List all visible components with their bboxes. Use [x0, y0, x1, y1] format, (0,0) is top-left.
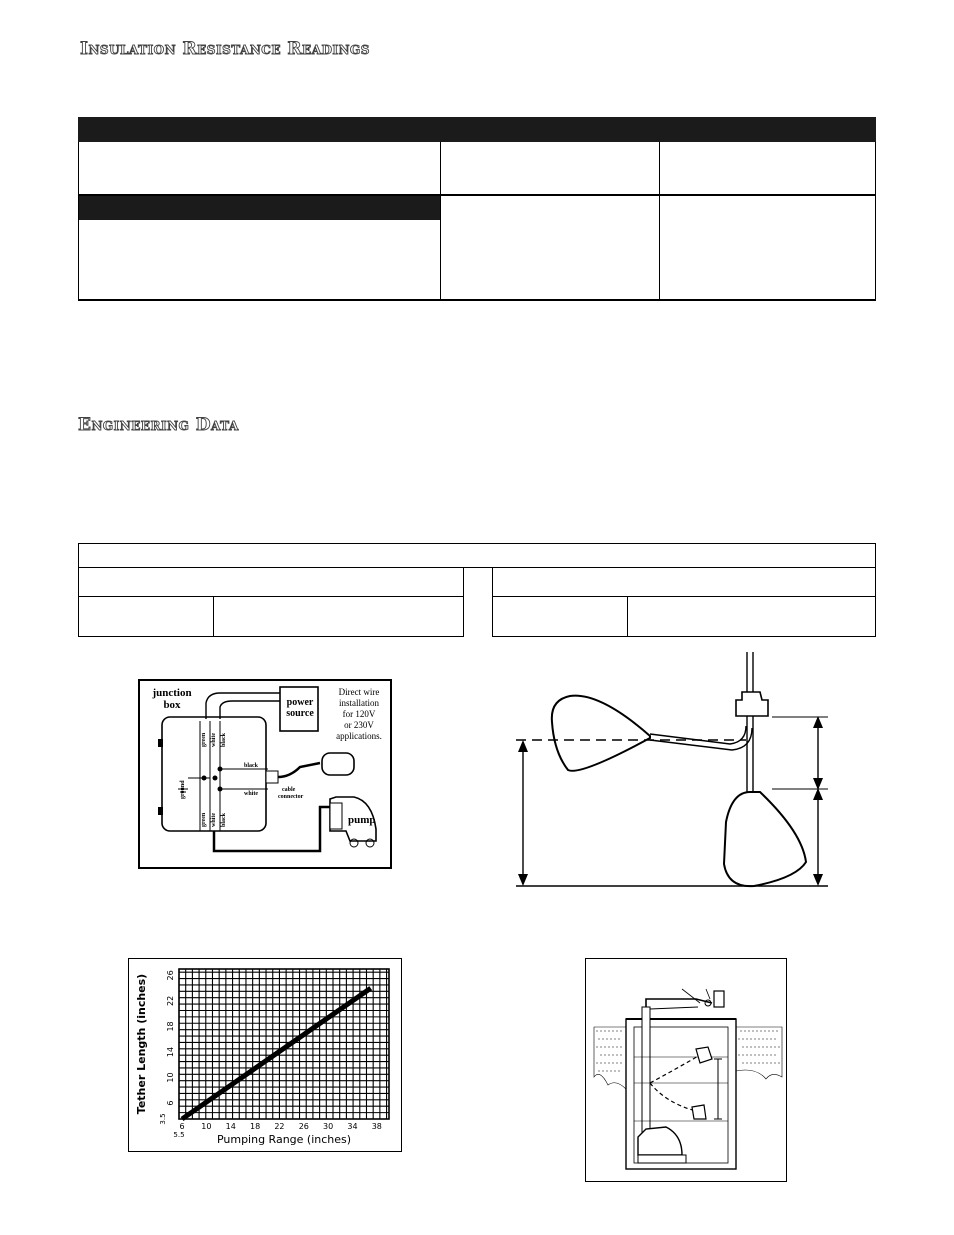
- y-tick-label: 18: [166, 1021, 175, 1032]
- engineering-heading: Engineering Data: [78, 415, 239, 435]
- y-tick-label: 6: [166, 1100, 175, 1106]
- y-tick-label: 14: [166, 1046, 175, 1058]
- y-tick-label: 3.5: [159, 1113, 167, 1125]
- x-tick-label: 18: [249, 1122, 261, 1131]
- y-axis-label: Tether Length (inches): [135, 973, 148, 1115]
- wire-label-black-bottom: black: [221, 812, 227, 827]
- x-tick-label: 30: [323, 1122, 334, 1131]
- ground-label: ground: [180, 780, 186, 799]
- wire-label-white-top: white: [211, 733, 217, 747]
- x-tick-label: 38: [371, 1122, 382, 1131]
- sump-diagram: [585, 958, 787, 1182]
- engineering-table-right: [492, 567, 876, 637]
- power-source-label: power source: [286, 697, 314, 719]
- wire-label-white-bottom: white: [211, 813, 217, 827]
- x-tick-label: 26: [298, 1122, 309, 1131]
- x-tick-label: 14: [225, 1122, 236, 1131]
- wire-label-green-bottom: green: [201, 812, 207, 827]
- table-divider-1: [440, 142, 441, 300]
- direct-wire-note: Direct wire installation for 120V or 230V applications.: [336, 687, 382, 741]
- y-tick-label: 26: [166, 970, 175, 981]
- x-tick-label: 22: [274, 1122, 285, 1131]
- table-divider-2: [659, 142, 660, 300]
- insulation-heading: Insulation Resistance Readings: [80, 39, 370, 59]
- x-tick-label: 10: [201, 1122, 212, 1131]
- wire-label-black-top: black: [221, 732, 227, 747]
- table-border-left: [78, 142, 79, 300]
- black-label: black: [244, 763, 259, 769]
- table-border-right: [875, 142, 876, 300]
- table-bottom-line: [78, 299, 876, 301]
- tether-chart: [128, 958, 402, 1152]
- float-switch-diagram: [510, 652, 840, 897]
- junction-box-label: junction box: [152, 687, 192, 711]
- insulation-table-header: [78, 117, 876, 142]
- pump-label: pump: [348, 814, 376, 826]
- x-axis-label: Pumping Range (inches): [216, 1133, 352, 1146]
- connector-label: connector: [278, 794, 304, 800]
- white-label: white: [244, 791, 258, 797]
- x-tick-label: 34: [347, 1122, 358, 1131]
- engineering-table-left: [78, 567, 464, 637]
- engineering-table-title-row: [78, 543, 876, 568]
- sump-diagram-svg: [586, 959, 786, 1181]
- engineering-right-col-line: [627, 596, 628, 637]
- cable-label: cable: [282, 787, 296, 793]
- x-tick-label: 6: [179, 1122, 185, 1131]
- x-tick-label: 5.5: [173, 1131, 185, 1139]
- engineering-right-row-line: [492, 596, 876, 597]
- y-tick-label: 10: [166, 1072, 175, 1083]
- tether-chart-svg: [129, 959, 401, 1151]
- insulation-table-subheader: [79, 196, 440, 220]
- engineering-left-row-line: [78, 596, 464, 597]
- wiring-diagram: [138, 679, 392, 869]
- wire-labels: [140, 681, 390, 867]
- wire-label-green-top: green: [201, 732, 207, 747]
- engineering-left-col-line: [213, 596, 214, 637]
- y-tick-label: 22: [166, 995, 175, 1007]
